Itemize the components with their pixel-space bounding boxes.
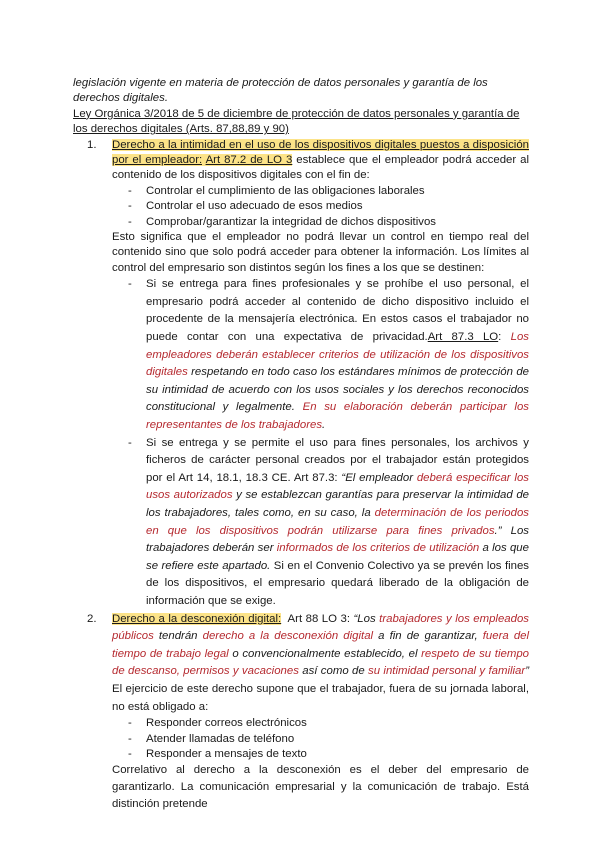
list-item: - Controlar el cumplimiento de las obligaciones laborales <box>128 184 425 197</box>
list-item-1 <box>73 138 529 184</box>
list-item: - Responder correos electrónicos <box>128 717 307 730</box>
case-personal-use: - Si se entrega y se permite el uso para fines personales, los archivos y ficheros de carácter personal creados por el trabajador están protegidos por el Art 14, 18.1, 18.3 CE. Art 87.3: “El empleador deberá especificar los usos autorizados y se establezcan garantías para preservar la intimidad de los trabajadores, tales como, en su caso, la determinación de los periodos en que los dispositivos podrán utilizarse para fines privados.” Los trabajadores deberán ser informados de los criterios de utilización a los que se refiere este apartado. Si en el Convenio Colectivo ya se prevén los fines de los dispositivos, el empresario quedará liberado de la obligación de información que se exige. <box>128 436 530 607</box>
intro-continuation: legislación vigente en materia de protección de datos personales y garantía de los derechos digitales. <box>73 77 488 105</box>
list-item: - Comprobar/garantizar la integridad de dichos dispositivos <box>128 215 436 228</box>
purposes-list <box>112 184 529 230</box>
list-number: 1. <box>87 138 97 151</box>
list-item-2: 2. Derecho a la desconexión digital: Art 88 LO 3: “Los trabajadores y los empleados públicos tendrán derecho a la desconexión digital a fin de garantizar, fuera del tiempo de trabajo legal o convencionalmente establecido, el respeto de su tiempo de descanso, permisos y vacaciones así como de su intimidad personal y familiar” El ejercicio de este derecho supone que el trabajador, fuera de su jornada laboral, no está obligado a: <box>87 612 530 713</box>
item2-article-ref: Art 88 LO 3: <box>281 612 354 625</box>
cases-list <box>112 276 529 610</box>
item1-heading: Derecho a la intimidad en el uso de los dispositivos digitales puestos a disposición por el empleador: <box>112 138 529 167</box>
obligations-list <box>112 716 529 762</box>
list-item: - Responder a mensajes de texto <box>128 747 307 760</box>
item1-lead: establece que el empleador podrá acceder al contenido de los dispositivos digitales con el fin de: <box>112 154 529 182</box>
case-professional-use: - Si se entrega para fines profesionales y se prohíbe el uso personal, el empresario podrá acceder al contenido de dicho dispositivo incluido el procedente de la mensajería electrónica. En estos casos el trabajador no puede contar con una expectativa de privacidad.Art 87.3 LO: Los empleadores deberán establecer criterios de utilización de los dispositivos digitales respetando en todo caso los estándares mínimos de protección de su intimidad de acuerdo con los usos sociales y los derechos reconocidos constitucional y legalmente. En su elaboración deberán participar los representantes de los trabajadores. <box>128 278 529 432</box>
case1-article: Art 87.3 LO <box>427 331 499 344</box>
list-number: 2. <box>87 612 97 625</box>
item1-explanation: Esto significa que el empleador no podrá llevar un control en tiempo real del contenido sino que solo podrá acceder para obtener la información. Los límites al control del empresario son distintos según los fines a los que se destinen: <box>112 231 529 274</box>
document-content <box>73 76 529 813</box>
item2-heading: Derecho a la desconexión digital: <box>112 612 282 625</box>
list-item: - Atender llamadas de teléfono <box>128 732 295 745</box>
law-title: Ley Orgánica 3/2018 de 5 de diciembre de protección de datos personales y garantía de los derechos digitales (Arts. 87,88,89 y 90) <box>73 107 520 136</box>
list-item: - Controlar el uso adecuado de esos medios <box>128 200 363 213</box>
item1-article-ref: Art 87.2 de LO 3 <box>205 154 293 167</box>
item2-closing: Correlativo al derecho a la desconexión es el deber del empresario de garantizarlo. La comunicación empresarial y la comunicación de trabajo. Está distinción pretende <box>112 764 529 811</box>
